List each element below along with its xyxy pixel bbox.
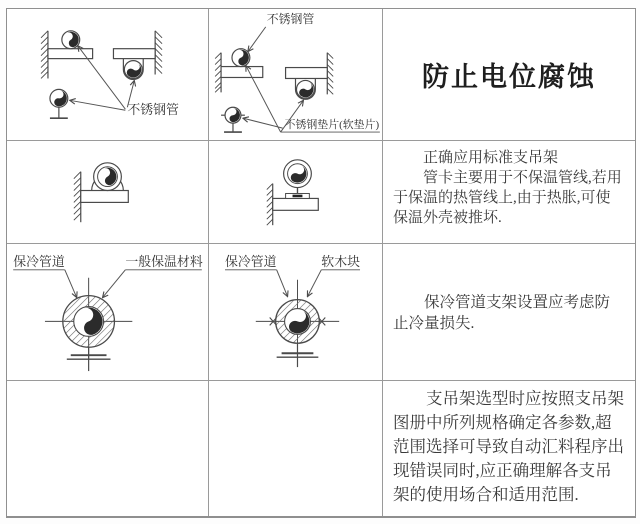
- right-bracket: [113, 49, 155, 59]
- note-prevent-galvanic-corrosion: 防止电位腐蚀: [422, 62, 596, 92]
- support-hanger-guideline-table: [6, 8, 636, 518]
- pipe-on-stand-icon: [50, 89, 68, 118]
- wall-icon: [74, 172, 81, 223]
- cell-r2c1-diagram-clamped-pipe: [7, 141, 209, 244]
- right-wall-icon: [327, 53, 333, 95]
- cell-r2c2-diagram-pipe-shoe: [209, 141, 383, 244]
- stainless-gasket-label: 不锈钢垫片(软垫片): [284, 119, 380, 132]
- beam-support-icon: [277, 343, 319, 367]
- wall-icon: [267, 184, 273, 226]
- cell-r3c2-diagram-cork-block-pipe: [209, 244, 383, 381]
- diagram-cold-pipe-cork-block: [209, 244, 382, 380]
- diagram-pipe-clamp-on-bracket: [7, 141, 208, 243]
- general-insulation-label: 一般保温材料: [125, 254, 203, 269]
- left-wall-icon: [215, 53, 221, 93]
- right-bracket: [286, 68, 328, 79]
- stainless-pipe-label: 不锈钢管: [127, 103, 179, 118]
- pipe-section-icon: [232, 47, 251, 66]
- cell-r1c1-diagram-stainless-pipe-supports: [7, 9, 209, 141]
- note-standard-hanger-heading: 正确应用标准支吊架: [423, 150, 559, 166]
- cell-r1c2-diagram-gasket-supports: [209, 9, 383, 141]
- cell-r4c1-empty: [7, 381, 209, 516]
- leader-arrows: [225, 270, 360, 297]
- beam-support-icon: [67, 347, 111, 371]
- diagram-stainless-pipe-wall-supports: [7, 9, 208, 140]
- cell-r2c3-note: [383, 141, 635, 244]
- diagram-stainless-gasket-supports: [209, 9, 382, 140]
- cell-r4c2-empty: [209, 381, 383, 516]
- pipe-section-icon: [62, 29, 82, 49]
- left-bracket: [221, 67, 263, 78]
- cold-pipe-label: 保冷管道: [225, 254, 277, 269]
- left-wall-icon: [41, 31, 48, 79]
- insulated-pipe-section-icon: [94, 163, 122, 191]
- note-hanger-selection: 支吊架选型时应按照支吊架图册中所列规格确定各参数,超范围选择可导致自动汇料程序出现错误同时,应正确理解各支吊架的使用场合和适用范围.: [393, 389, 624, 504]
- cork-block-label: 软木块: [321, 254, 360, 269]
- cell-r3c3-note: [383, 244, 635, 381]
- leader-arrows: [13, 270, 202, 298]
- note-cold-loss: 保冷管道支架设置应考虑防止冷量损失.: [393, 294, 611, 332]
- diagram-cold-pipe-general-insulation: [7, 244, 208, 380]
- bracket: [81, 191, 129, 203]
- insulated-cold-pipe-section-icon: [276, 300, 320, 344]
- right-wall-icon: [155, 31, 162, 75]
- cell-r3c1-diagram-insulated-cold-pipe: [7, 244, 209, 381]
- cold-pipe-label: 保冷管道: [13, 254, 65, 269]
- insulated-pipe-section-icon: [284, 160, 312, 188]
- leader-arrow: [248, 27, 266, 52]
- pipe-shoe: [286, 188, 310, 199]
- stainless-pipe-label: 不锈钢管: [266, 11, 315, 26]
- diagram-pipe-on-shoe-support: [209, 141, 382, 243]
- note-standard-hanger-body: 管卡主要用于不保温管线,若用于保温的热管线上,由于热胀,可使保温外壳被推坏.: [393, 170, 622, 226]
- insulated-cold-pipe-section-icon: [63, 296, 115, 348]
- pipe-on-stand-icon: [221, 107, 245, 132]
- cell-r4c3-note: [383, 381, 635, 516]
- cell-r1c3-note: [383, 9, 635, 141]
- bracket: [273, 198, 319, 210]
